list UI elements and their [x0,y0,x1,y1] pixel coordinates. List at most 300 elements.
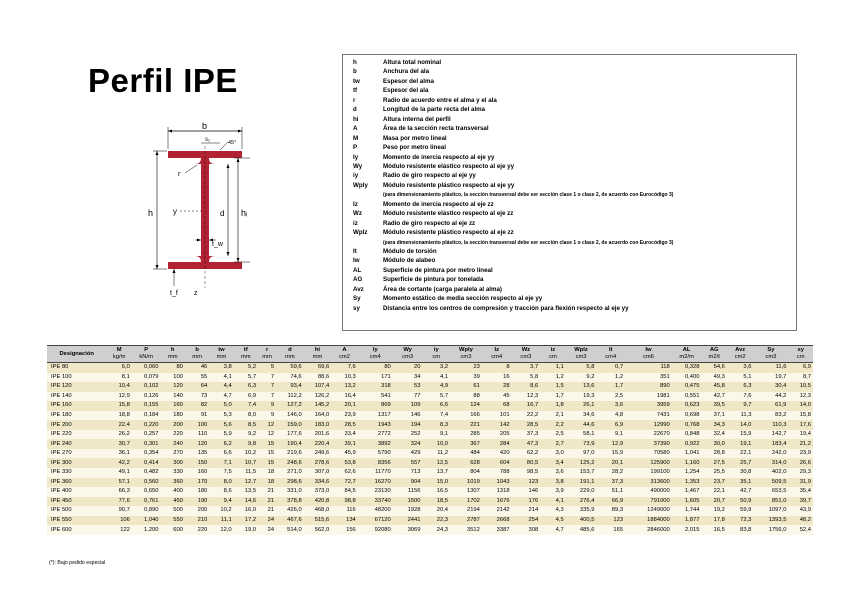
table-cell: 1043 [482,478,512,488]
legend-symbol: tf [353,87,358,95]
table-cell: 0,301 [132,439,161,449]
table-cell: 8 [482,363,512,373]
column-header-unit: cm3 [460,354,472,360]
table-cell: 142,7 [753,430,788,440]
table-cell: 30,7 [106,439,131,449]
table-cell: 150 [185,458,209,468]
table-row [47,506,813,516]
column-header-unit: cm2 [339,354,350,360]
column-header [625,346,672,363]
table-cell: 10,2 [209,506,233,516]
table-cell: 34,3 [701,420,726,430]
table-cell: 252 [393,430,423,440]
profile-designation: IPE 450 [47,497,106,507]
table-cell: 72,7 [331,478,358,488]
table-cell: 20 [393,363,423,373]
table-cell: 88,6 [304,373,332,383]
table-cell: 5,0 [209,401,233,411]
table-cell: 788 [482,468,512,478]
table-cell: 15 [258,449,276,459]
symbol-legend [342,54,797,331]
legend-symbol: Wy [353,162,363,170]
table-cell: 45,9 [331,449,358,459]
table-cell: 26,6 [788,458,813,468]
column-header-name: iz [550,347,556,353]
table-cell: 9 [258,401,276,411]
table-cell: 1,2 [540,373,565,383]
table-cell: 249,6 [304,449,332,459]
table-cell: 1676 [482,497,512,507]
table-cell: 5790 [358,449,393,459]
table-cell: 190 [185,497,209,507]
table-cell: 12,5 [422,458,450,468]
table-cell: 13,6 [566,382,597,392]
table-cell: 7,5 [209,468,233,478]
table-row [47,411,813,421]
table-cell: 0,354 [132,449,161,459]
table-cell: 1317 [358,411,393,421]
table-cell: 314,0 [753,458,788,468]
legend-description: Radio de giro respecto al eje zz [383,219,476,227]
table-cell: 3892 [358,439,393,449]
table-row [47,382,813,392]
column-header-unit: cm6 [642,354,654,360]
table-cell: 904 [393,478,423,488]
legend-description: Radio de acuerdo entre el alma y el ala [383,96,497,104]
label-s1: s₁ [205,137,211,143]
table-cell: 254 [512,516,541,526]
legend-symbol: Wz [353,210,362,218]
legend-symbol: hi [353,115,359,123]
table-cell: 0,848 [672,430,702,440]
profile-designation: IPE 240 [47,439,106,449]
profile-designation: IPE 330 [47,468,106,478]
table-cell: 12,9 [106,392,131,402]
table-cell: 64 [185,382,209,392]
table-cell: 6,9 [234,392,258,402]
table-cell: 8,0 [234,411,258,421]
table-cell: 7 [258,392,276,402]
legend-description: Anchura del ala [383,68,430,76]
column-header-unit: mm [192,354,202,360]
table-cell: 191,1 [566,478,597,488]
table-cell: 30,4 [753,382,788,392]
table-cell: 110 [185,430,209,440]
legend-symbol: M [353,134,359,142]
table-cell: 159,0 [276,420,304,430]
table-cell: 73 [185,392,209,402]
table-cell: 628 [450,458,482,468]
column-header-unit: mm [262,354,272,360]
table-cell: 6,9 [596,420,625,430]
table-cell: 11,1 [209,516,233,526]
table-cell: 0,414 [132,458,161,468]
table-cell: 37,3 [512,430,541,440]
table-cell: 2142 [482,506,512,516]
table-cell: 220 [185,525,209,535]
table-cell: 123 [596,516,625,526]
table-cell: 14,0 [727,420,754,430]
table-cell: 100 [161,373,185,383]
table-cell: 37,1 [701,411,726,421]
table-cell: 36,1 [106,449,131,459]
table-cell: 90,7 [106,506,131,516]
column-header-name: Iy [372,347,378,353]
table-cell: 100 [185,420,209,430]
legend-description: Área de la sección recta transversal [383,125,489,133]
table-cell: 2,1 [540,411,565,421]
profile-designation: IPE 80 [47,363,106,373]
profile-designation: IPE 180 [47,411,106,421]
label-tf: t_f [170,290,178,297]
column-header-unit: cm [549,354,557,360]
table-cell: 13,2 [331,382,358,392]
table-cell: 869 [358,401,393,411]
table-row [47,392,813,402]
table-cell: 541 [358,392,393,402]
table-cell: 6,2 [209,439,233,449]
table-cell: 22,1 [727,449,754,459]
table-cell: 429 [393,449,423,459]
column-header-name: hi [314,347,321,353]
table-cell: 12,3 [512,392,541,402]
table-cell: 7431 [625,411,672,421]
label-h: h [148,208,154,218]
table-cell: 1500 [393,497,423,507]
table-cell: 2787 [450,516,482,526]
legend-symbol: Wply [353,181,368,189]
table-cell: 0,079 [132,373,161,383]
column-header [185,346,209,363]
table-cell: 153,7 [566,468,597,478]
table-cell: 20,7 [701,497,726,507]
table-cell: 62,6 [331,468,358,478]
table-cell: 1884000 [625,516,672,526]
table-cell: 2,2 [540,420,565,430]
table-cell: 32,4 [701,430,726,440]
table-cell: 134 [331,516,358,526]
column-header [331,346,358,363]
table-cell: 219,6 [276,449,304,459]
table-cell: 313600 [625,478,672,488]
legend-description: Momento estático de media sección respecto al eje yy [383,295,543,303]
table-cell: 6,0 [106,363,131,373]
table-cell: 11770 [358,468,393,478]
table-row [47,468,813,478]
table-cell: 48,2 [788,516,813,526]
table-cell: 400,5 [566,516,597,526]
table-cell: 122 [106,525,131,535]
table-cell: 28,8 [701,449,726,459]
table-row [47,401,813,411]
table-cell: 1,467 [672,487,702,497]
legend-symbol: It [353,248,357,255]
column-header-unit: mm [241,354,251,360]
table-cell: 791000 [625,497,672,507]
table-cell: 3959 [625,401,672,411]
column-header [450,346,482,363]
column-header [132,346,161,363]
table-cell: 12990 [625,420,672,430]
table-cell: 509,5 [753,478,788,488]
table-cell: 205 [482,430,512,440]
table-cell: 214 [512,506,541,516]
table-cell: 22,3 [422,516,450,526]
table-cell: 39 [450,373,482,383]
profile-designation: IPE 500 [47,506,106,516]
table-cell: 13,5 [234,487,258,497]
table-cell: 1,605 [672,497,702,507]
table-row [47,487,813,497]
column-header-name: d [288,347,292,353]
table-cell: 400 [161,487,185,497]
table-cell: 8,6 [209,487,233,497]
column-header [106,346,131,363]
table-cell: 367 [450,439,482,449]
table-cell: 98,5 [512,468,541,478]
table-cell: 135 [185,449,209,459]
table-cell: 5 [258,363,276,373]
table-cell: 62,2 [512,449,541,459]
table-cell: 4,8 [596,411,625,421]
table-cell: 23,7 [701,478,726,488]
table-cell: 2668 [482,516,512,526]
footnote: (*): Bajo pedido especial [49,560,106,566]
table-cell: 83,8 [727,525,754,535]
table-cell: 9,7 [727,401,754,411]
table-cell: 0,482 [132,468,161,478]
legend-description: (para dimensionamiento plástico, la sección transversal debe ser sección clase 1 o clase 2, de acuerdo con Eurocódigo 3) [383,239,674,246]
table-cell: 11,3 [727,411,754,421]
table-cell: 112,2 [276,392,304,402]
table-cell: 450 [161,497,185,507]
column-header-unit: mm [216,354,227,360]
table-cell: 19,7 [753,373,788,383]
table-cell: 22,1 [701,487,726,497]
table-row [47,458,813,468]
profile-designation: IPE 120 [47,382,106,392]
table-cell: 30,0 [701,439,726,449]
legend-symbol: A [353,125,358,133]
table-cell: 70580 [625,449,672,459]
table-cell: 16,0 [234,506,258,516]
table-cell: 15,8 [788,411,813,421]
table-cell: 0,126 [132,392,161,402]
table-cell: 61,9 [753,401,788,411]
table-cell: 166 [450,411,482,421]
table-cell: 45 [482,392,512,402]
column-header [161,346,185,363]
legend-symbol: AG [353,276,363,284]
table-cell: 420 [482,449,512,459]
legend-description: Altura interna del perfil [383,115,451,123]
table-cell: 1249000 [625,506,672,516]
table-cell: 468,0 [304,506,332,516]
column-header-name: Wz [521,347,531,353]
table-cell: 467,6 [276,516,304,526]
table-cell: 1,041 [672,449,702,459]
legend-description: Momento de inercia respecto al eje zz [383,200,494,208]
profile-designation: IPE 360 [47,478,106,488]
table-cell: 373,0 [304,487,332,497]
table-cell: 126,2 [304,392,332,402]
table-cell: 12,7 [234,478,258,488]
table-cell: 562,0 [304,525,332,535]
table-cell: 39,1 [331,439,358,449]
table-cell: 9,4 [209,497,233,507]
column-header-name: tw [218,347,225,353]
table-cell: 160 [161,401,185,411]
table-cell: 4,7 [209,392,233,402]
table-cell: 21,2 [788,439,813,449]
table-cell: 42,7 [701,392,726,402]
table-cell: 28,5 [331,420,358,430]
column-header [258,346,276,363]
table-cell: 500 [161,506,185,516]
table-cell: 3,6 [596,401,625,411]
table-cell: 18 [258,468,276,478]
legend-description: Superficie de pintura por metro lineal [383,266,493,274]
table-cell: 17,8 [701,516,726,526]
table-cell: 5,8 [512,373,541,383]
table-row [47,525,813,535]
table-cell: 37390 [625,439,672,449]
table-cell: 220,4 [304,439,332,449]
table-cell: 97,0 [566,449,597,459]
table-cell: 11,6 [753,363,788,373]
column-header [596,346,625,363]
table-cell: 12 [258,430,276,440]
table-cell: 26,2 [106,430,131,440]
table-cell: 30,8 [727,468,754,478]
table-cell: 5,2 [234,363,258,373]
table-cell: 515,6 [304,516,332,526]
legend-symbol: d [353,106,357,114]
column-header [209,346,233,363]
table-cell: 125,2 [566,458,597,468]
table-header-row [47,346,813,363]
column-header-name: AL [682,347,691,353]
table-cell: 19,0 [234,525,258,535]
table-row [47,430,813,440]
column-header-name: M [116,347,122,353]
table-cell: 10,7 [234,458,258,468]
table-cell: 490000 [625,487,672,497]
table-cell: 278,6 [304,458,332,468]
table-cell: 22,4 [106,420,131,430]
column-header [393,346,423,363]
legend-description: Módulo de torsión [383,248,437,255]
table-cell: 5,6 [209,420,233,430]
table-cell: 335,9 [566,506,597,516]
table-cell: 42,7 [727,487,754,497]
table-cell: 1,160 [672,458,702,468]
legend-symbol: b [353,68,357,76]
table-cell: 6,6 [209,449,233,459]
legend-symbol: Wplz [353,229,368,237]
legend-description: Peso por metro lineal [383,144,446,152]
column-header [482,346,512,363]
profile-designation: IPE 200 [47,420,106,430]
table-cell: 16,4 [331,392,358,402]
table-cell: 156 [331,525,358,535]
column-header [422,346,450,363]
table-row [47,516,813,526]
table-cell: 0,551 [672,392,702,402]
table-cell: 9,2 [566,373,597,383]
table-cell: 177,6 [276,430,304,440]
label-b: b [202,121,208,131]
column-header [234,346,258,363]
legend-description: Altura total nominal [383,59,442,66]
table-cell: 557 [393,458,423,468]
table-cell: 12,0 [209,525,233,535]
table-cell: 118 [625,363,672,373]
table-cell: 4,1 [209,373,233,383]
legend-symbol: Iz [353,200,358,208]
profile-designation: IPE 140 [47,392,106,402]
table-cell: 44,2 [753,392,788,402]
table-cell: 3,9 [540,487,565,497]
table-cell: 0,768 [672,420,702,430]
table-cell: 194 [393,420,423,430]
table-cell: 10,3 [331,373,358,383]
table-cell: 484 [450,449,482,459]
table-row [47,439,813,449]
table-cell: 120 [185,439,209,449]
table-cell: 165 [596,525,625,535]
table-cell: 15 [258,439,276,449]
table-cell: 6,9 [788,363,813,373]
column-header-name: Sy [767,347,775,353]
table-cell: 35,1 [727,478,754,488]
table-cell: 1307 [450,487,482,497]
table-cell: 0,623 [672,401,702,411]
table-cell: 1,040 [132,516,161,526]
table-cell: 54,6 [701,363,726,373]
column-header-unit: kN/m [139,354,153,360]
column-header-name: AG [709,347,719,353]
table-cell: 0,650 [132,487,161,497]
table-cell: 18,8 [106,411,131,421]
table-cell: 1393,5 [753,516,788,526]
table-cell: 58,1 [566,430,597,440]
column-header-name: Iw [645,347,652,353]
table-cell: 330 [161,468,185,478]
legend-symbol: Sy [353,295,361,303]
table-cell: 15,8 [106,401,131,411]
column-header-name: iy [433,347,439,353]
table-cell: 3069 [393,525,423,535]
table-cell: 8,0 [209,478,233,488]
table-cell: 1,200 [132,525,161,535]
table-cell: 1,254 [672,468,702,478]
table-cell: 24 [258,516,276,526]
table-cell: 12,3 [788,392,813,402]
table-cell: 109 [393,401,423,411]
legend-symbol: Iy [353,153,359,161]
table-cell: 14,6 [234,497,258,507]
column-header [512,346,541,363]
table-cell: 16,5 [422,487,450,497]
column-header [304,346,332,363]
table-cell: 0,060 [132,363,161,373]
profile-designation: IPE 220 [47,430,106,440]
table-cell: 270 [161,449,185,459]
legend-description: Módulo resistente elástico respecto al eje zz [383,210,514,218]
table-cell: 284 [482,439,512,449]
table-cell: 16 [482,373,512,383]
